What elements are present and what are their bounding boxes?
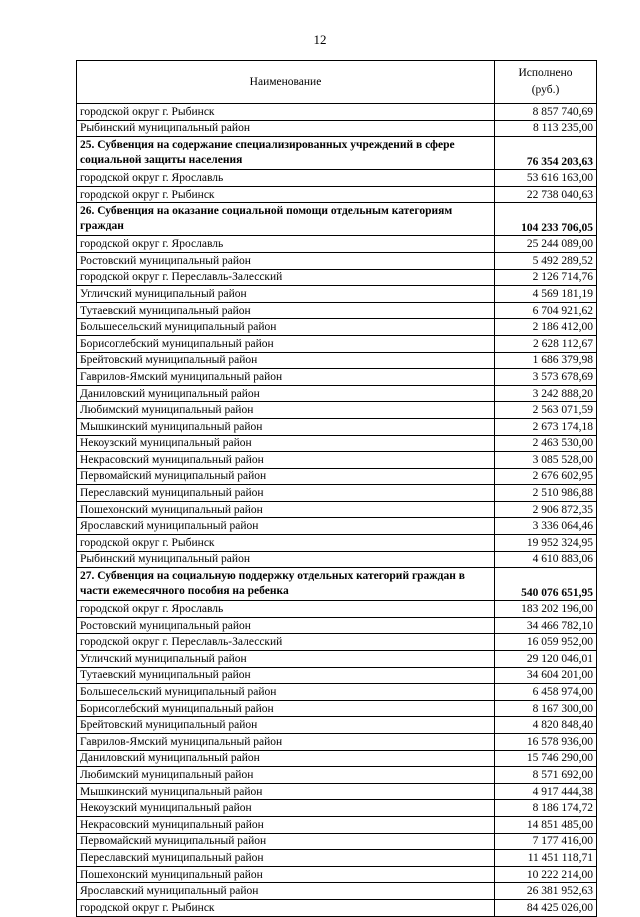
row-name: Мышкинский муниципальный район xyxy=(77,418,495,435)
row-value: 183 202 196,00 xyxy=(495,601,597,618)
table-row xyxy=(77,402,597,419)
row-name: городской округ г. Ярославль xyxy=(77,236,495,253)
row-value: 4 610 883,06 xyxy=(495,551,597,568)
row-name: Мышкинский муниципальный район xyxy=(77,783,495,800)
table-row xyxy=(77,369,597,386)
section-title: 26. Субвенция на оказание социальной помощи отдельным категориям граждан xyxy=(77,203,495,236)
section-total: 104 233 706,05 xyxy=(495,203,597,236)
row-name: Брейтовский муниципальный район xyxy=(77,717,495,734)
column-header-name: Наименование xyxy=(77,61,495,104)
row-value: 2 186 412,00 xyxy=(495,319,597,336)
table-row xyxy=(77,816,597,833)
row-value: 6 458 974,00 xyxy=(495,684,597,701)
row-value: 2 463 530,00 xyxy=(495,435,597,452)
row-name: Гаврилов-Ямский муниципальный район xyxy=(77,369,495,386)
table-row xyxy=(77,617,597,634)
row-value: 11 451 118,71 xyxy=(495,850,597,867)
table-row xyxy=(77,601,597,618)
row-name: Некрасовский муниципальный район xyxy=(77,452,495,469)
row-value: 3 242 888,20 xyxy=(495,385,597,402)
row-name: Борисоглебский муниципальный район xyxy=(77,335,495,352)
table-row xyxy=(77,850,597,867)
row-value: 2 676 602,95 xyxy=(495,468,597,485)
section-total: 76 354 203,63 xyxy=(495,137,597,170)
row-name: городской округ г. Переславль-Залесский xyxy=(77,634,495,651)
row-name: Рыбинский муниципальный район xyxy=(77,120,495,137)
row-name: Переславский муниципальный район xyxy=(77,850,495,867)
table-row xyxy=(77,750,597,767)
row-name: Борисоглебский муниципальный район xyxy=(77,700,495,717)
row-value: 8 113 235,00 xyxy=(495,120,597,137)
row-value: 10 222 214,00 xyxy=(495,866,597,883)
row-name: Ярославский муниципальный район xyxy=(77,518,495,535)
row-name: Рыбинский муниципальный район xyxy=(77,551,495,568)
section-row xyxy=(77,203,597,236)
row-name: Угличский муниципальный район xyxy=(77,286,495,303)
row-value: 4 820 848,40 xyxy=(495,717,597,734)
table-row xyxy=(77,335,597,352)
row-value: 16 059 952,00 xyxy=(495,634,597,651)
row-value: 8 186 174,72 xyxy=(495,800,597,817)
row-value: 4 917 444,38 xyxy=(495,783,597,800)
table-row xyxy=(77,252,597,269)
table-row xyxy=(77,418,597,435)
section-row xyxy=(77,137,597,170)
row-name: Брейтовский муниципальный район xyxy=(77,352,495,369)
table-row xyxy=(77,684,597,701)
table-row xyxy=(77,186,597,203)
row-value: 22 738 040,63 xyxy=(495,186,597,203)
table-row xyxy=(77,236,597,253)
table-row xyxy=(77,535,597,552)
row-name: Большесельский муниципальный район xyxy=(77,319,495,336)
column-header-value xyxy=(495,61,597,104)
row-name: Даниловский муниципальный район xyxy=(77,750,495,767)
table-header-row xyxy=(77,61,597,104)
row-name: городской округ г. Ярославль xyxy=(77,601,495,618)
row-value: 2 510 986,88 xyxy=(495,485,597,502)
row-value: 15 746 290,00 xyxy=(495,750,597,767)
row-value: 7 177 416,00 xyxy=(495,833,597,850)
table-row xyxy=(77,899,597,916)
row-name: Большесельский муниципальный район xyxy=(77,684,495,701)
section-total: 540 076 651,95 xyxy=(495,568,597,601)
row-value: 29 120 046,01 xyxy=(495,651,597,668)
table-row xyxy=(77,551,597,568)
row-name: городской округ г. Ярославль xyxy=(77,170,495,187)
row-name: Угличский муниципальный район xyxy=(77,651,495,668)
row-name: Некоузский муниципальный район xyxy=(77,435,495,452)
row-name: Любимский муниципальный район xyxy=(77,402,495,419)
row-name: Ярославский муниципальный район xyxy=(77,883,495,900)
table-row xyxy=(77,435,597,452)
table-row xyxy=(77,700,597,717)
table-row xyxy=(77,468,597,485)
table-row xyxy=(77,385,597,402)
row-name: Гаврилов-Ямский муниципальный район xyxy=(77,734,495,751)
row-name: городской округ г. Рыбинск xyxy=(77,186,495,203)
row-name: Первомайский муниципальный район xyxy=(77,833,495,850)
row-value: 6 704 921,62 xyxy=(495,302,597,319)
row-value: 4 569 181,19 xyxy=(495,286,597,303)
row-value: 3 573 678,69 xyxy=(495,369,597,386)
row-value: 53 616 163,00 xyxy=(495,170,597,187)
row-name: Тутаевский муниципальный район xyxy=(77,667,495,684)
column-header-value-line1: Исполнено xyxy=(518,67,573,79)
row-value: 16 578 936,00 xyxy=(495,734,597,751)
row-value: 2 563 071,59 xyxy=(495,402,597,419)
row-value: 19 952 324,95 xyxy=(495,535,597,552)
table-row xyxy=(77,485,597,502)
row-value: 5 492 289,52 xyxy=(495,252,597,269)
table-row xyxy=(77,120,597,137)
row-name: Ростовский муниципальный район xyxy=(77,617,495,634)
section-row xyxy=(77,568,597,601)
row-name: Тутаевский муниципальный район xyxy=(77,302,495,319)
section-title: 25. Субвенция на содержание специализированных учреждений в сфере социальной защиты населения xyxy=(77,137,495,170)
row-value: 2 673 174,18 xyxy=(495,418,597,435)
row-value: 25 244 089,00 xyxy=(495,236,597,253)
table-row xyxy=(77,170,597,187)
row-value: 8 167 300,00 xyxy=(495,700,597,717)
table-row xyxy=(77,634,597,651)
row-name: городской округ г. Рыбинск xyxy=(77,535,495,552)
row-value: 8 857 740,69 xyxy=(495,104,597,121)
table-body xyxy=(77,104,597,917)
table-row xyxy=(77,104,597,121)
page-number: 12 xyxy=(313,32,327,47)
row-value: 34 604 201,00 xyxy=(495,667,597,684)
table-row xyxy=(77,767,597,784)
row-value: 3 085 528,00 xyxy=(495,452,597,469)
row-value: 26 381 952,63 xyxy=(495,883,597,900)
table-row xyxy=(77,651,597,668)
column-header-value-line2: (руб.) xyxy=(531,84,560,96)
row-value: 3 336 064,46 xyxy=(495,518,597,535)
row-name: Переславский муниципальный район xyxy=(77,485,495,502)
row-value: 2 628 112,67 xyxy=(495,335,597,352)
table-row xyxy=(77,734,597,751)
row-value: 8 571 692,00 xyxy=(495,767,597,784)
row-name: городской округ г. Рыбинск xyxy=(77,104,495,121)
table-row xyxy=(77,833,597,850)
table-row xyxy=(77,352,597,369)
row-name: Некоузский муниципальный район xyxy=(77,800,495,817)
table-row xyxy=(77,518,597,535)
row-name: Некрасовский муниципальный район xyxy=(77,816,495,833)
row-name: Ростовский муниципальный район xyxy=(77,252,495,269)
row-name: Любимский муниципальный район xyxy=(77,767,495,784)
table-row xyxy=(77,717,597,734)
row-name: Пошехонский муниципальный район xyxy=(77,501,495,518)
table-row xyxy=(77,866,597,883)
row-name: Пошехонский муниципальный район xyxy=(77,866,495,883)
row-value: 14 851 485,00 xyxy=(495,816,597,833)
row-value: 84 425 026,00 xyxy=(495,899,597,916)
table-row xyxy=(77,800,597,817)
row-name: Даниловский муниципальный район xyxy=(77,385,495,402)
table-row xyxy=(77,501,597,518)
row-name: городской округ г. Рыбинск xyxy=(77,899,495,916)
table-row xyxy=(77,286,597,303)
row-value: 2 906 872,35 xyxy=(495,501,597,518)
row-value: 1 686 379,98 xyxy=(495,352,597,369)
table-row xyxy=(77,302,597,319)
table-row xyxy=(77,783,597,800)
budget-table xyxy=(76,60,597,917)
section-title: 27. Субвенция на социальную поддержку отдельных категорий граждан в части ежемесячного пособия на ребенка xyxy=(77,568,495,601)
row-name: городской округ г. Переславль-Залесский xyxy=(77,269,495,286)
table-row xyxy=(77,667,597,684)
row-value: 2 126 714,76 xyxy=(495,269,597,286)
table-row xyxy=(77,452,597,469)
table-row xyxy=(77,269,597,286)
row-name: Первомайский муниципальный район xyxy=(77,468,495,485)
row-value: 34 466 782,10 xyxy=(495,617,597,634)
table-row xyxy=(77,319,597,336)
table-row xyxy=(77,883,597,900)
